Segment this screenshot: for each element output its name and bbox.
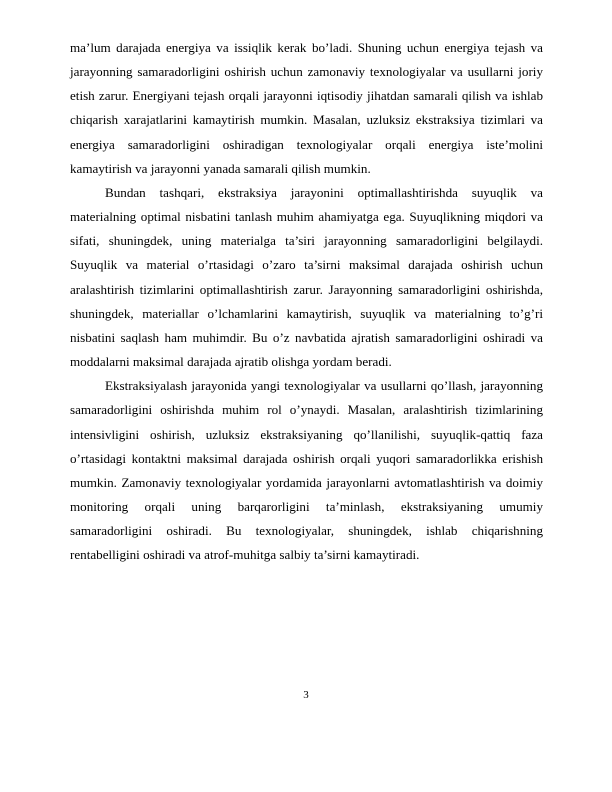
document-page [70,36,543,567]
page-number: 3 [303,689,309,701]
paragraph-3: Ekstraksiyalash jarayonida yangi texnologiyalar va usullarni qo’llash, jarayonning samaradorligini oshirishda muhim rol o’ynaydi. Masalan, aralashtirish tizimlarining intensivligini oshirish, uzluksiz ekstraksiyaning qo’llanilishi, suyuqlik-qattiq faza o’rtasidagi kontaktni maksimal darajada oshirish orqali yuqori samaradorlikka erishish mumkin. Zamonaviy texnologiyalar yordamida jarayonlarni avtomatlashtirish va doimiy monitoring orqali uning barqarorligini ta’minlash, ekstraksiyaning umumiy samaradorligini oshiradi. Bu texnologiyalar, shuningdek, ishlab chiqarishning rentabelligini oshiradi va atrof-muhitga salbiy ta’sirni kamaytiradi. [70,378,543,563]
paragraph-1: ma’lum darajada energiya va issiqlik kerak bo’ladi. Shuning uchun energiya tejash va jarayonning samaradorligini oshirish uchun zamonaviy texnologiyalar va usullarni joriy etish zarur. Energiyani tejash orqali jarayonni iqtisodiy jihatdan samarali qilish va ishlab chiqarish xarajatlarini kamaytirish mumkin. Masalan, uzluksiz ekstraksiya tizimlari va energiya samaradorligini oshiradigan texnologiyalar orqali energiya iste’molini kamaytirish va jarayonni yanada samarali qilish mumkin. [70,40,543,176]
paragraph-2: Bundan tashqari, ekstraksiya jarayonini optimallashtirishda suyuqlik va materialning optimal nisbatini tanlash muhim ahamiyatga ega. Suyuqlikning miqdori va sifati, shuningdek, uning materialga ta’siri jarayonning samaradorligini belgilaydi. Suyuqlik va material o’rtasidagi o’zaro ta’sirni maksimal darajada oshirish uchun aralashtirish tizimlarini optimallashtirish zarur. Jarayonning samaradorligini oshirishda, shuningdek, materiallar o’lchamlarini kamaytirish, suyuqlik va materialning to’g’ri nisbatini saqlash ham muhimdir. Bu o’z navbatida ajratish samaradorligini oshiradi va moddalarni maksimal darajada ajratib olishga yordam beradi. [70,184,543,370]
